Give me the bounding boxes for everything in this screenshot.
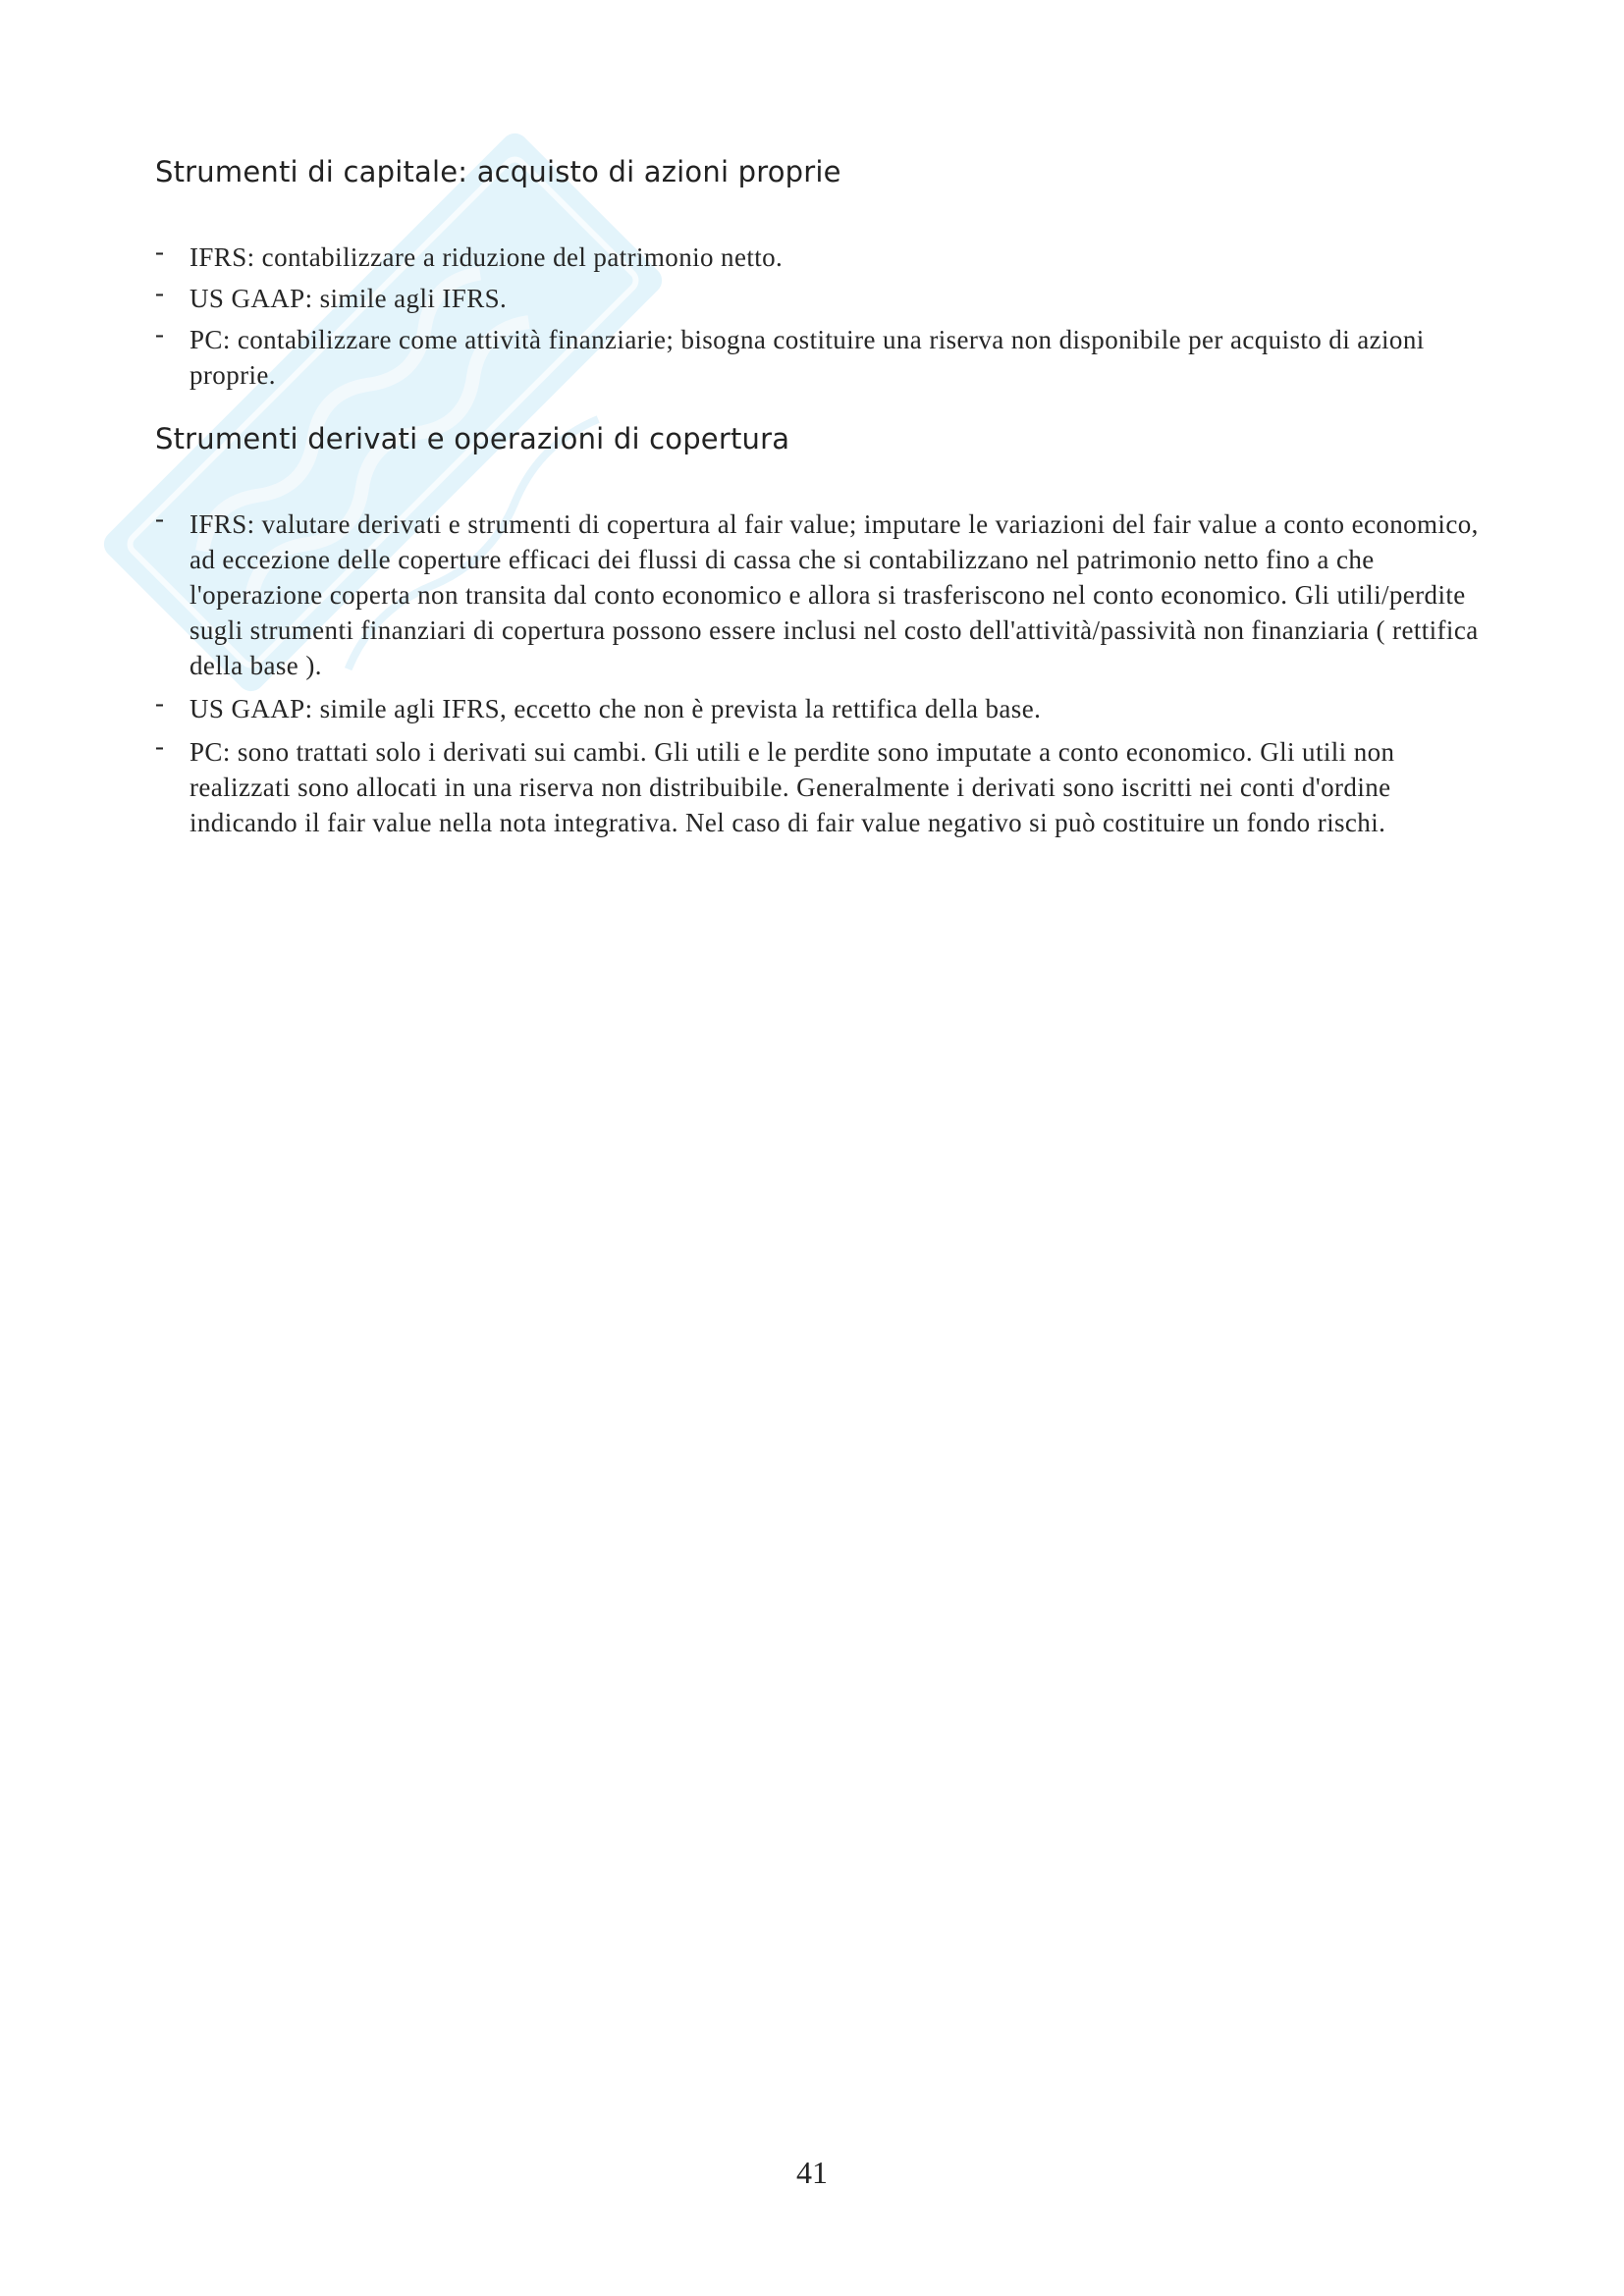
bullet-item bbox=[155, 504, 1481, 683]
dash-marker: - bbox=[155, 237, 165, 266]
dash-marker: - bbox=[155, 731, 165, 761]
bullet-item bbox=[155, 237, 1481, 275]
page-number: 41 bbox=[796, 2155, 828, 2190]
bullet-text: PC: contabilizzare come attività finanziarie; bisogna costituire una riserva non disponibile per acquisto di azioni proprie. bbox=[189, 325, 1425, 390]
bullet-text: PC: sono trattati solo i derivati sui cambi. Gli utili e le perdite sono imputate a conto economico. Gli utili non realizzati sono allocati in una riserva non distribuibile. Generalmente i derivati sono iscritti nei conti d'ordine indicando il fair value nella nota integrativa. Nel caso di fair value negativo si può costituire un fondo rischi. bbox=[189, 737, 1395, 837]
bullet-item bbox=[155, 278, 1481, 316]
document-body bbox=[155, 147, 1481, 840]
dash-marker: - bbox=[155, 319, 165, 348]
bullet-list-strumenti-derivati bbox=[155, 504, 1481, 840]
bullet-item bbox=[155, 319, 1481, 393]
dash-marker: - bbox=[155, 278, 165, 307]
dash-marker: - bbox=[155, 504, 165, 533]
bullet-text: IFRS: contabilizzare a riduzione del patrimonio netto. bbox=[189, 242, 784, 272]
section-title-strumenti-derivati: Strumenti derivati e operazioni di copertura bbox=[155, 422, 790, 455]
bullet-text: US GAAP: simile agli IFRS, eccetto che non è prevista la rettifica della base. bbox=[189, 694, 1042, 723]
bullet-list-azioni-proprie bbox=[155, 237, 1481, 393]
bullet-item bbox=[155, 688, 1481, 726]
bullet-item bbox=[155, 731, 1481, 840]
dash-marker: - bbox=[155, 688, 165, 718]
bullet-text: IFRS: valutare derivati e strumenti di copertura al fair value; imputare le variazioni del fair value a conto economico, ad eccezione delle coperture efficaci dei flussi di cassa che si contabilizzano nel patrimonio netto fino a che l'operazione coperta non transita dal conto economico e allora si trasferiscono nel conto economico. Gli utili/perdite sugli strumenti finanziari di copertura possono essere inclusi nel costo dell'attività/passività non finanziaria ( rettifica della base ). bbox=[189, 509, 1479, 680]
bullet-text: US GAAP: simile agli IFRS. bbox=[189, 284, 508, 313]
section-title-azioni-proprie: Strumenti di capitale: acquisto di azioni proprie bbox=[155, 155, 841, 188]
